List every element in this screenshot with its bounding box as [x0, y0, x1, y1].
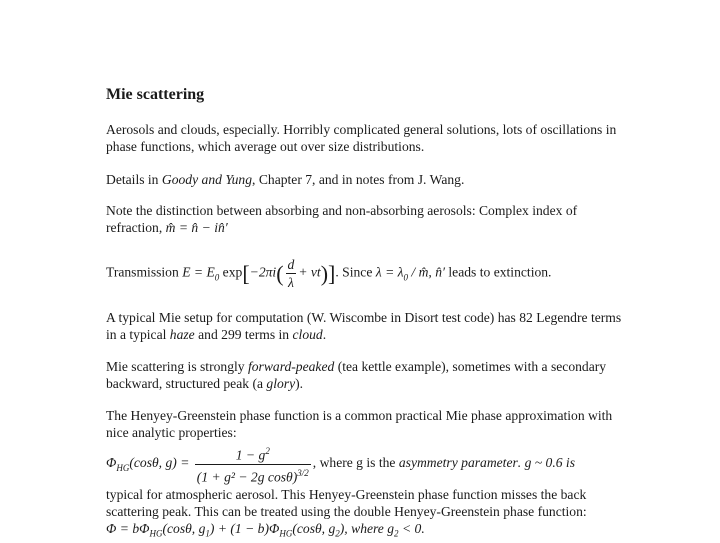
since-text: . Since	[335, 264, 373, 280]
paragraph-refraction-index	[106, 202, 626, 236]
dhg-expr: Φ = bΦ	[106, 521, 150, 536]
paragraph-aerosols: Aerosols and clouds, especially. Horribly complicated general solutions, lots of oscillations in phase functions, which average out over size distributions.	[106, 122, 617, 154]
dhg-sub2: HG	[279, 528, 293, 539]
hg-numerator	[195, 443, 311, 465]
dhg-where: where g	[351, 521, 395, 536]
paragraph-details	[106, 171, 626, 188]
dhg-end: ),	[339, 521, 348, 536]
transmission-eq-sub: 0	[214, 272, 220, 283]
hg-denominator	[195, 465, 311, 486]
hg-lhs: Φ	[106, 455, 117, 471]
paragraph-double-hg: typical for atmospheric aerosol. This Henyey-Greenstein phase function misses the back scattering peak. This can be treated using the double Henyey-Greenstein phase function:	[106, 487, 587, 519]
fraction-numerator: d	[287, 257, 295, 272]
transmission-label: Transmission	[106, 264, 179, 280]
paren-open: (	[276, 261, 284, 286]
hg-den-sup: 3/2	[297, 467, 309, 478]
paragraph-henyey-greenstein: The Henyey-Greenstein phase function is a common practical Mie phase approximation with nice analytic properties:	[106, 408, 613, 440]
transmission-exp: exp	[222, 264, 243, 280]
transmission-tail: + vt	[298, 264, 321, 280]
hg-lhs-args: (cosθ, g) =	[129, 455, 190, 471]
lambda-tail: / m̂, n̂′	[408, 264, 445, 280]
paren-close: )	[320, 261, 329, 286]
dhg-sub1: HG	[149, 528, 163, 539]
details-pre: Details in	[106, 172, 162, 187]
forward-text-a: Mie scattering is strongly	[106, 359, 248, 374]
fraction-denominator: λ	[287, 275, 294, 290]
double-hg-formula	[106, 520, 425, 543]
reference-goody-yung: Goody and Yung	[161, 172, 253, 187]
hg-den-text: (1 + g² − 2g cosθ)	[196, 469, 298, 485]
refraction-text: Note the distinction between absorbing and non-absorbing aerosols: Complex index of refraction,	[106, 203, 578, 235]
hg-num-text: 1 − g	[235, 447, 266, 463]
paragraph-mie-setup	[106, 309, 626, 343]
bracket-close: ]	[328, 261, 336, 286]
dhg-g1: 1	[205, 528, 210, 539]
hg-fraction	[195, 443, 311, 485]
paragraph-forward-peaked	[106, 358, 626, 392]
dhg-where-sub: 2	[394, 528, 399, 539]
mie-setup-text-c: .	[322, 327, 327, 342]
term-forward-peaked: forward-peaked	[247, 359, 335, 374]
dhg-args1: (cosθ, g	[162, 521, 206, 536]
bracket-open: [	[242, 261, 250, 286]
lambda-sub: 0	[403, 272, 409, 283]
hg-approx-text: . g ~ 0.6 is	[517, 455, 575, 471]
transmission-inner: −2πi	[249, 264, 277, 280]
dhg-mid: ) + (1 − b)Φ	[209, 521, 280, 536]
refraction-formula: m̂ = n̂ − in̂′	[165, 220, 228, 235]
term-asymmetry-parameter: asymmetry parameter	[398, 455, 518, 471]
term-glory: glory	[266, 376, 296, 391]
forward-text-c: ).	[295, 376, 304, 391]
dhg-args2: (cosθ, g	[292, 521, 336, 536]
hg-num-sup: 2	[265, 446, 270, 456]
details-post: , Chapter 7, and in notes from J. Wang.	[252, 172, 465, 187]
dhg-condition: < 0.	[398, 521, 425, 536]
forward-text-b: (tea kettle example), sometimes with a secondary backward, structured peak (a	[106, 359, 607, 391]
term-cloud: cloud	[292, 327, 323, 342]
lambda-eq: λ = λ	[375, 264, 404, 280]
transmission-line	[106, 256, 551, 291]
hg-lhs-sub: HG	[116, 462, 130, 473]
mie-setup-text-a: A typical Mie setup for computation (W. Wiscombe in Disort test code) has 82 Legendre terms in a typical	[106, 310, 622, 342]
mie-setup-text-b: and 299 terms in	[194, 327, 293, 342]
term-haze: haze	[169, 327, 195, 342]
extinction-text: leads to extinction.	[445, 264, 552, 280]
dhg-g2: 2	[335, 528, 340, 539]
hg-comma: ,	[312, 455, 317, 471]
hg-where-text: where g is the	[319, 455, 399, 471]
transmission-fraction	[286, 256, 297, 291]
transmission-eq-left: E = E	[182, 264, 215, 280]
page-title: Mie scattering	[106, 86, 205, 103]
hg-formula-line	[106, 443, 575, 485]
